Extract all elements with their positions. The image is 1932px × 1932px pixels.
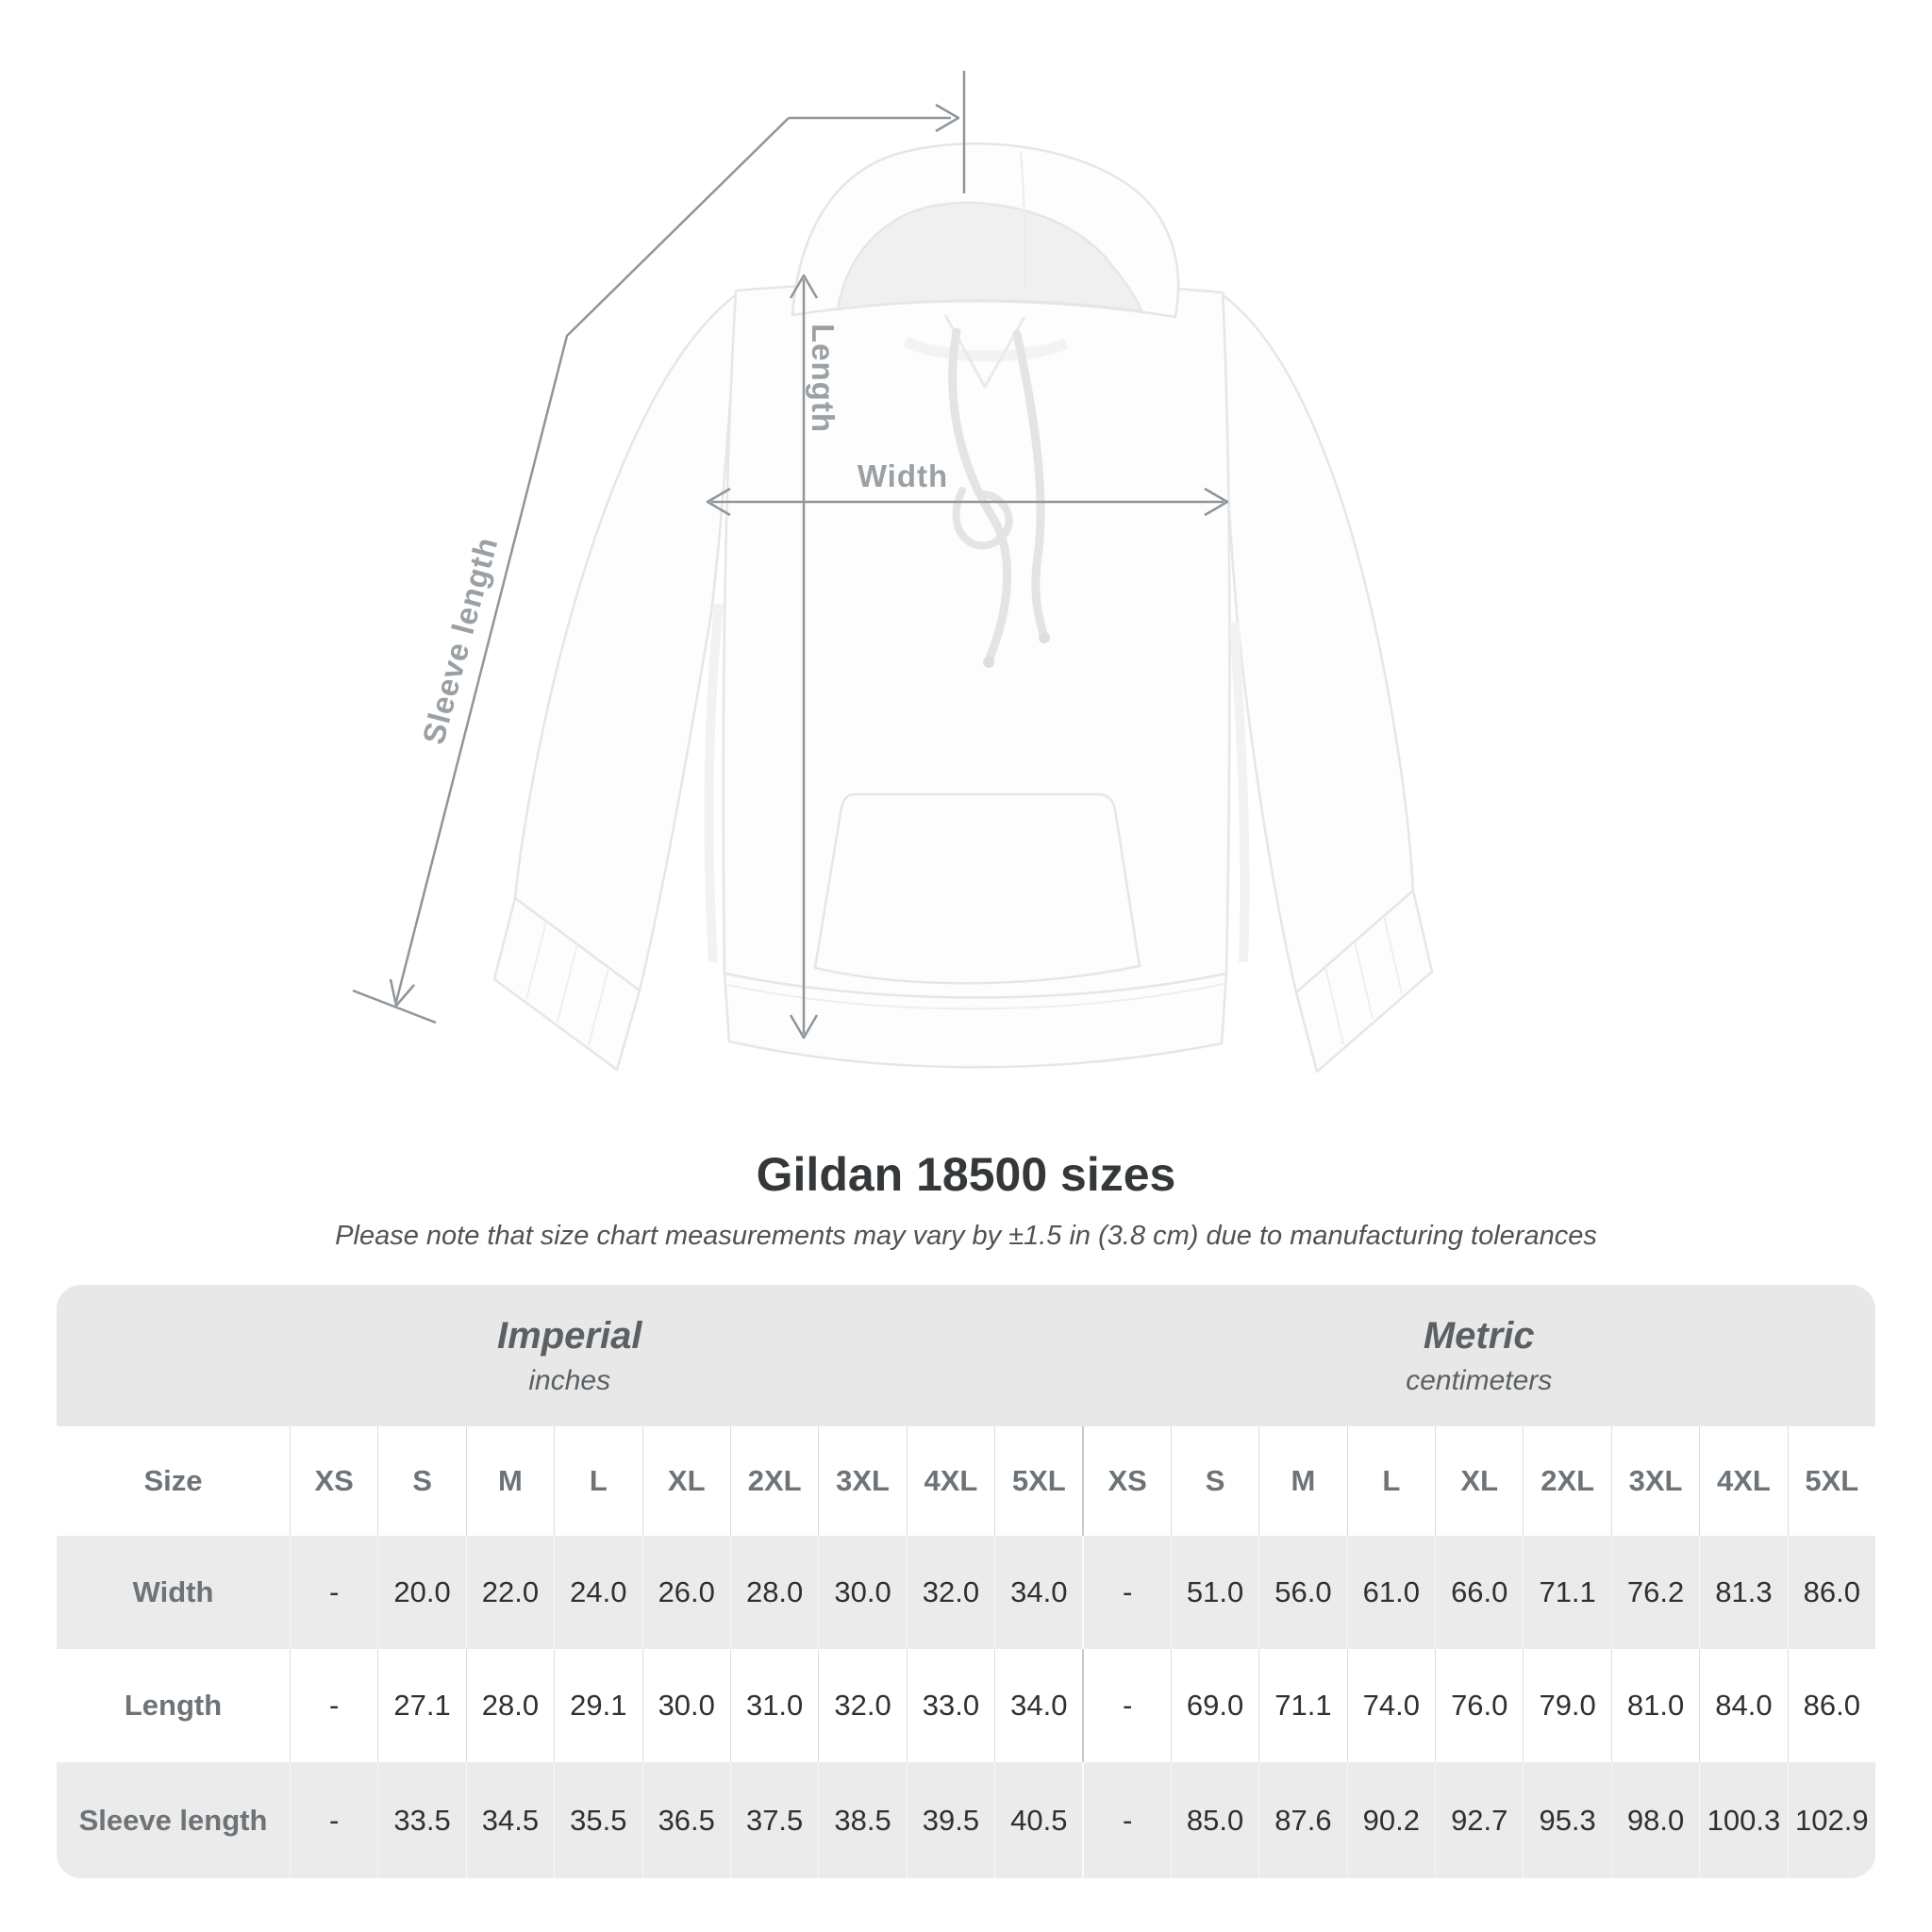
value-cell: 51.0	[1171, 1536, 1258, 1649]
value-cell: -	[1082, 1649, 1170, 1762]
metric-title: Metric	[1423, 1314, 1535, 1357]
value-cell: -	[290, 1536, 377, 1649]
value-cell: -	[290, 1649, 377, 1762]
value-cell: 66.0	[1435, 1536, 1523, 1649]
table-row-width	[57, 1536, 1875, 1649]
size-header-cell: XL	[642, 1426, 730, 1536]
size-header-cell: XL	[1435, 1426, 1523, 1536]
size-header-cell: XS	[1082, 1426, 1170, 1536]
value-cell: 86.0	[1788, 1649, 1875, 1762]
value-cell: 90.2	[1347, 1762, 1435, 1878]
value-cell: 30.0	[818, 1536, 906, 1649]
row-label: Length	[124, 1689, 223, 1722]
size-header-cell: L	[1347, 1426, 1435, 1536]
hoodie-left-sleeve	[515, 294, 737, 991]
value-cell: 27.1	[377, 1649, 465, 1762]
value-cell: 39.5	[907, 1762, 994, 1878]
value-cell: 26.0	[642, 1536, 730, 1649]
row-label: Width	[132, 1575, 214, 1608]
value-cell: 37.5	[730, 1762, 818, 1878]
value-cell: 71.1	[1258, 1649, 1346, 1762]
size-header-cell: L	[554, 1426, 641, 1536]
size-header-cell: 5XL	[994, 1426, 1082, 1536]
row-label: Sleeve length	[78, 1803, 268, 1837]
size-header-cell: 4XL	[1699, 1426, 1787, 1536]
value-cell: 35.5	[554, 1762, 641, 1878]
imperial-unit: inches	[528, 1364, 611, 1396]
hoodie-pocket	[815, 794, 1140, 983]
value-cell: 69.0	[1171, 1649, 1258, 1762]
size-header-cell: S	[377, 1426, 465, 1536]
value-cell: 33.5	[377, 1762, 465, 1878]
value-cell: 33.0	[907, 1649, 994, 1762]
hoodie-right-sleeve	[1222, 294, 1413, 992]
value-cell: 76.0	[1435, 1649, 1523, 1762]
page-title: Gildan 18500 sizes	[756, 1148, 1176, 1201]
value-cell: 86.0	[1788, 1536, 1875, 1649]
value-cell: 84.0	[1699, 1649, 1787, 1762]
value-cell: 20.0	[377, 1536, 465, 1649]
hoodie-illustration	[494, 143, 1432, 1072]
value-cell: 71.1	[1523, 1536, 1610, 1649]
value-cell: 98.0	[1611, 1762, 1699, 1878]
value-cell: 79.0	[1523, 1649, 1610, 1762]
size-header-row	[57, 1426, 1875, 1536]
size-header-cell: M	[466, 1426, 554, 1536]
imperial-title: Imperial	[497, 1314, 642, 1357]
sleeve-length-label: Sleeve length	[415, 533, 505, 748]
value-cell: 95.3	[1523, 1762, 1610, 1878]
size-header-cell: M	[1258, 1426, 1346, 1536]
value-cell: -	[290, 1762, 377, 1878]
value-cell: 36.5	[642, 1762, 730, 1878]
metric-unit: centimeters	[1406, 1364, 1553, 1396]
size-header-cell: 5XL	[1788, 1426, 1875, 1536]
unit-header-band	[57, 1285, 1875, 1426]
value-cell: 74.0	[1347, 1649, 1435, 1762]
value-cell: 32.0	[818, 1649, 906, 1762]
value-cell: -	[1082, 1762, 1170, 1878]
size-header-cell: 2XL	[1523, 1426, 1610, 1536]
size-header-cell: 2XL	[730, 1426, 818, 1536]
length-label: Length	[806, 324, 841, 433]
value-cell: 28.0	[730, 1536, 818, 1649]
table-body	[57, 1426, 1875, 1878]
value-cell: 31.0	[730, 1649, 818, 1762]
value-cell: 22.0	[466, 1536, 554, 1649]
value-cell: 32.0	[907, 1536, 994, 1649]
value-cell: 87.6	[1258, 1762, 1346, 1878]
value-cell: 100.3	[1699, 1762, 1787, 1878]
value-cell: 34.0	[994, 1536, 1082, 1649]
size-header-cell: 3XL	[1611, 1426, 1699, 1536]
value-cell: 81.3	[1699, 1536, 1787, 1649]
value-cell: 29.1	[554, 1649, 641, 1762]
size-header-cell: 4XL	[907, 1426, 994, 1536]
width-label: Width	[857, 458, 949, 493]
size-header-cell: 3XL	[818, 1426, 906, 1536]
value-cell: 28.0	[466, 1649, 554, 1762]
value-cell: 76.2	[1611, 1536, 1699, 1649]
value-cell: 34.5	[466, 1762, 554, 1878]
value-cell: 81.0	[1611, 1649, 1699, 1762]
table-row-length	[57, 1649, 1875, 1762]
value-cell: 34.0	[994, 1649, 1082, 1762]
value-cell: 85.0	[1171, 1762, 1258, 1878]
value-cell: 30.0	[642, 1649, 730, 1762]
value-cell: 40.5	[994, 1762, 1082, 1878]
value-cell: 102.9	[1788, 1762, 1875, 1878]
value-cell: 56.0	[1258, 1536, 1346, 1649]
imperial-header	[57, 1285, 1083, 1426]
size-header-cell: XS	[290, 1426, 377, 1536]
page-subtitle: Please note that size chart measurements may vary by ±1.5 in (3.8 cm) due to manufacturing tolerances	[335, 1221, 1597, 1251]
size-header-cell: S	[1171, 1426, 1258, 1536]
metric-header	[1083, 1285, 1876, 1426]
value-cell: 38.5	[818, 1762, 906, 1878]
value-cell: -	[1082, 1536, 1170, 1649]
size-column-header: Size	[143, 1464, 203, 1497]
size-table	[57, 1285, 1875, 1878]
value-cell: 24.0	[554, 1536, 641, 1649]
value-cell: 92.7	[1435, 1762, 1523, 1878]
table-row-sleeve-length	[57, 1762, 1875, 1878]
value-cell: 61.0	[1347, 1536, 1435, 1649]
